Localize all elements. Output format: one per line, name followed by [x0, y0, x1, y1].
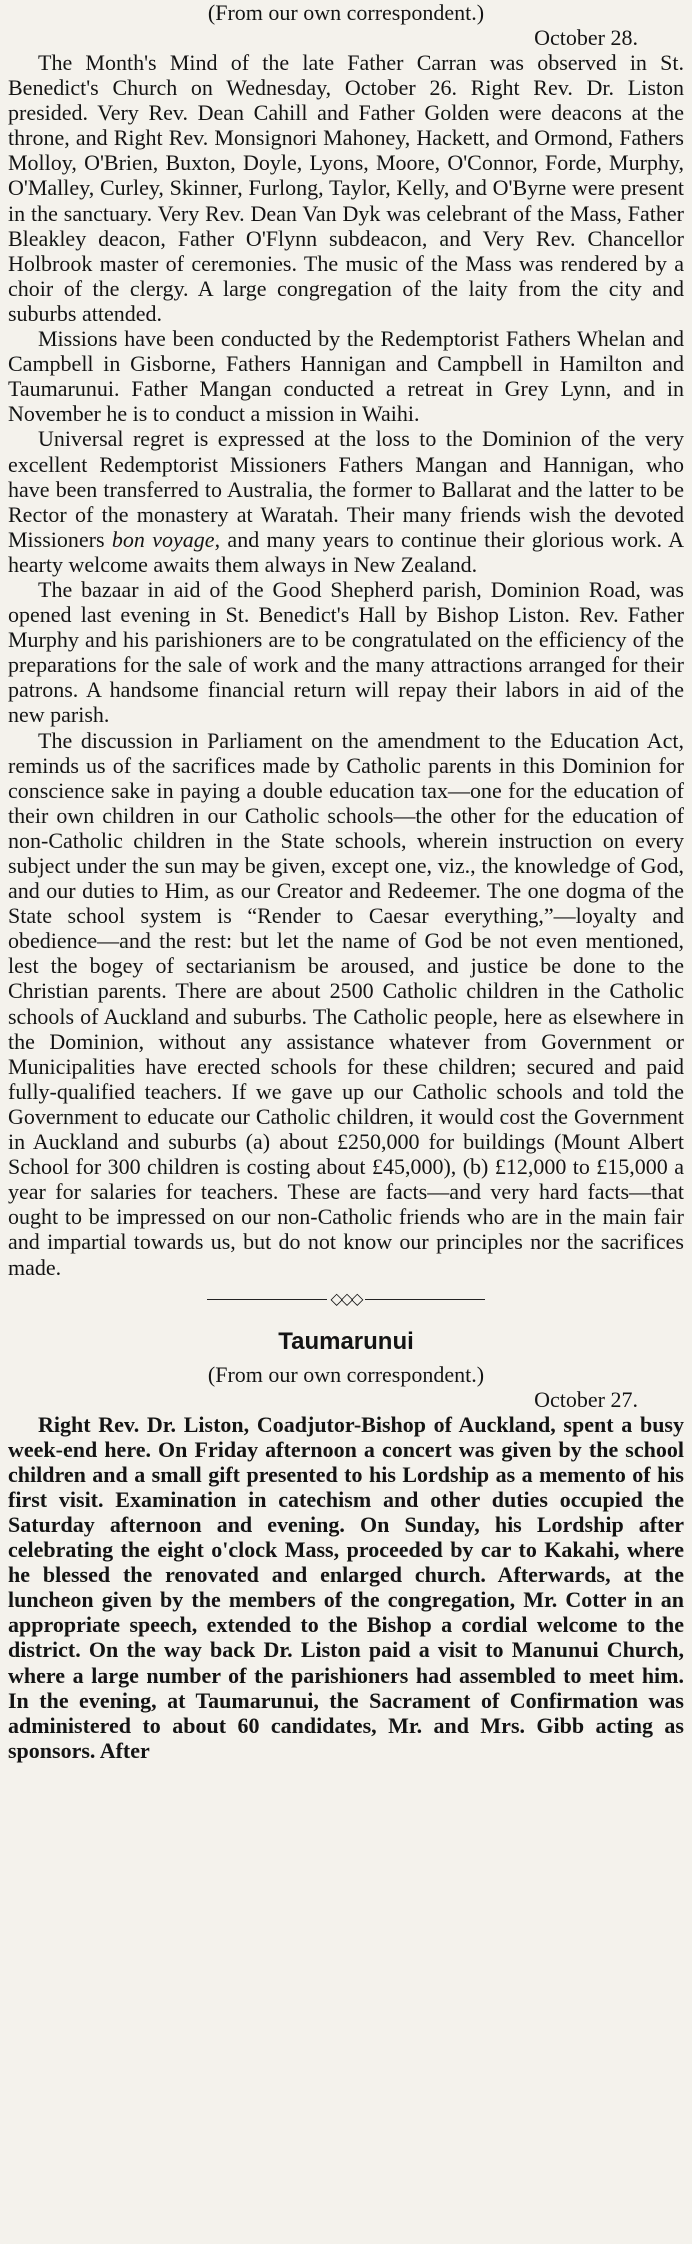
paragraph-months-mind: The Month's Mind of the late Father Carran was observed in St. Benedict's Church on Wednesday, October 26. Right Rev. Dr. Liston presided. Very Rev. Dean Cahill and Father Golden were deacons at the throne, and Right Rev. Monsignori Mahoney, Hackett, and Ormond, Fathers Molloy, O'Brien, Buxton, Doyle, Lyons, Moore, O'Connor, Forde, Murphy, O'Malley, Curley, Skinner, Furlong, Taylor, Kelly, and O'Byrne were present in the sanctuary. Very Rev. Dean Van Dyk was celebrant of the Mass, Father Bleakley deacon, Father O'Flynn subdeacon, and Very Rev. Chancellor Holbrook master of ceremonies. The music of the Mass was rendered by a choir of the clergy. A large congregation of the laity from the city and suburbs attended. [8, 50, 684, 326]
byline: (From our own correspondent.) [207, 0, 485, 25]
paragraph-text-before: Universal regret is expressed at the loss to the Dominion of the very excellent Redemptorist Missioners Fathers Mangan and Hannigan, who have been transferred to Australia, the former to Ballarat and the latter to be Rector of the monastery at Waratah. Their many friends wish the devoted Missioners [8, 426, 684, 552]
paragraph-missions: Missions have been conducted by the Redemptorist Fathers Whelan and Campbell in Gisborne, Fathers Hannigan and Campbell in Hamilton and Taumarunui. Father Mangan conducted a retreat in Grey Lynn, and in November he is to conduct a mission in Waihi. [8, 326, 684, 427]
paragraph-education-act: The discussion in Parliament on the amendment to the Education Act, reminds us of the sacrifices made by Catholic parents in this Dominion for conscience sake in paying a double education tax—one for the education of their own children in our Catholic schools—the other for the education of non-Catholic children in the State schools, wherein instruction on every subject under the sun may be given, except one, viz., the knowledge of God, and our duties to Him, as our Creator and Redeemer. The one dogma of the State school system is “Render to Caesar everything,”—loyalty and obedience—and the rest: but let the name of God be not even mentioned, lest the bogey of sectarianism be aroused, and justice be done to the Christian parents. There are about 2500 Catholic children in the Catholic schools of Auckland and suburbs. The Catholic people, here as elsewhere in the Dominion, without any assistance whatever from Government or Municipalities have erected schools for these children; secured and paid fully-qualified teachers. If we gave up our Catholic schools and told the Government to educate our Catholic children, it would cost the Government in Auckland and suburbs (a) about £250,000 for buildings (Mount Albert School for 300 children is costing about £45,000), (b) £12,000 to £15,000 a year for salaries for teachers. These are facts—and very hard facts—that ought to be impressed on our non-Catholic friends who are in the main fair and impartial towards us, but do not know our principles nor the sacrifices made. [8, 727, 684, 1280]
divider-rule-left [207, 1299, 327, 1300]
paragraph-bazaar: The bazaar in aid of the Good Shepherd parish, Dominion Road, was opened last evening in St. Benedict's Hall by Bishop Liston. Rev. Father Murphy and his parishioners are to be congratulated on the efficiency of the preparations for the sale of work and the many attractions arranged for their patrons. A handsome financial return will repay their labors in aid of the new parish. [8, 576, 684, 728]
dateline: October 27. [534, 1386, 638, 1412]
paragraph-universal-regret [8, 426, 684, 577]
section-divider [8, 1280, 684, 1320]
section-heading: Taumarunui [278, 1327, 414, 1355]
divider-rule-right [365, 1299, 485, 1300]
divider-ornament-icon: ◇◇◇ [330, 1290, 362, 1308]
dateline: October 28. [534, 25, 638, 50]
italic-phrase: bon voyage [111, 526, 215, 552]
paragraph-bishop-visit: Right Rev. Dr. Liston, Coadjutor-Bishop of Auckland, spent a busy week-end here. On Friday afternoon a concert was given by the school children and a small gift presented to his Lordship as a memento of his first visit. Examination in catechism and other duties occupied the Saturday afternoon and evening. On Sunday, his Lordship after celebrating the eight o'clock Mass, proceeded by car to Kakahi, where he blessed the renovated and enlarged church. Afterwards, at the luncheon given by the members of the congregation, Mr. Cotter in an appropriate speech, extended to the Bishop a cordial welcome to the district. On the way back Dr. Liston paid a visit to Manunui Church, where a large number of the parishioners had assembled to meet him. In the evening, at Taumarunui, the Sacrament of Confirmation was administered to about 60 candidates, Mr. and Mrs. Gibb acting as sponsors. After [8, 1411, 684, 1763]
paragraph-text-after: , and many years to continue their glorious work. A hearty welcome awaits them always in New Zealand. [8, 526, 685, 577]
byline: (From our own correspondent.) [207, 1361, 485, 1387]
